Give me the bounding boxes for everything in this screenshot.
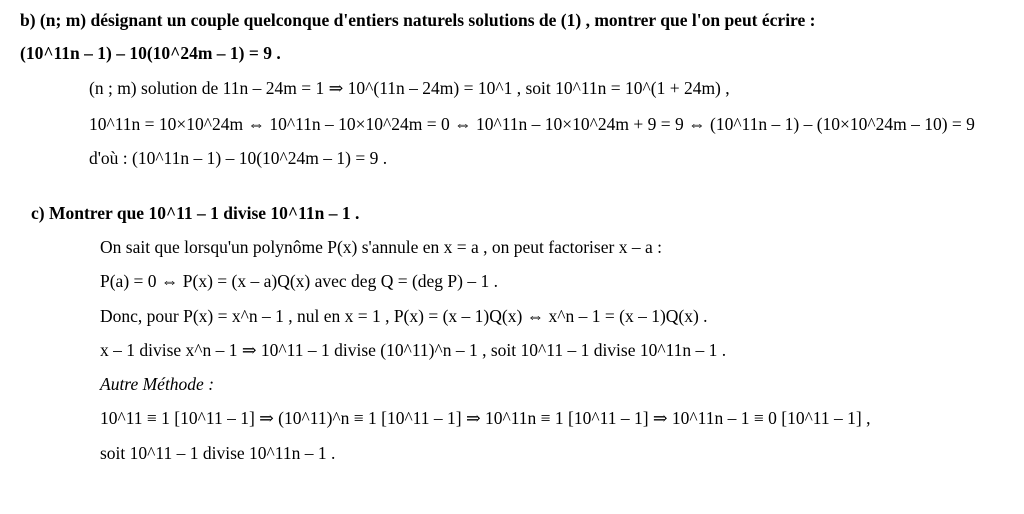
section-b-heading-line1: b) (n; m) désignant un couple quelconque d'entiers naturels solutions de (1) , montrer que l'on peut écrire :: [20, 10, 816, 30]
section-b-line-2: 10^11n = 10×10^24m ⇔ 10^11n – 10×10^24m = 0 ⇔ 10^11n – 10×10^24m + 9 = 9 ⇔ (10^11n – 1) – (10×10^24m – 10) = 9: [89, 114, 975, 134]
section-b-heading-line2: (10^11n – 1) – 10(10^24m – 1) = 9 .: [20, 43, 281, 63]
section-c-line-2: P(a) = 0 ⇔ P(x) = (x – a)Q(x) avec deg Q = (deg P) – 1 .: [100, 271, 498, 291]
section-b-line-1: (n ; m) solution de 11n – 24m = 1 ⇒ 10^(11n – 24m) = 10^1 , soit 10^11n = 10^(1 + 24m) ,: [89, 78, 730, 98]
section-c-heading: c) Montrer que 10^11 – 1 divise 10^11n – 1 .: [31, 203, 360, 223]
section-c-line-1: On sait que lorsqu'un polynôme P(x) s'annule en x = a , on peut factoriser x – a :: [100, 237, 662, 257]
section-c-line-6: 10^11 ≡ 1 [10^11 – 1] ⇒ (10^11)^n ≡ 1 [10^11 – 1] ⇒ 10^11n ≡ 1 [10^11 – 1] ⇒ 10^11n – 1 ≡ 0 [10^11 – 1] ,: [100, 408, 871, 428]
section-c-line-4: x – 1 divise x^n – 1 ⇒ 10^11 – 1 divise (10^11)^n – 1 , soit 10^11 – 1 divise 10^11n – 1 .: [100, 340, 727, 360]
section-b-line-3: d'où : (10^11n – 1) – 10(10^24m – 1) = 9 .: [89, 148, 388, 168]
section-c-line-5: Autre Méthode :: [100, 374, 215, 394]
section-c-line-3: Donc, pour P(x) = x^n – 1 , nul en x = 1 , P(x) = (x – 1)Q(x) ⇔ x^n – 1 = (x – 1)Q(x) .: [100, 306, 708, 326]
section-c-line-7: soit 10^11 – 1 divise 10^11n – 1 .: [100, 443, 336, 463]
